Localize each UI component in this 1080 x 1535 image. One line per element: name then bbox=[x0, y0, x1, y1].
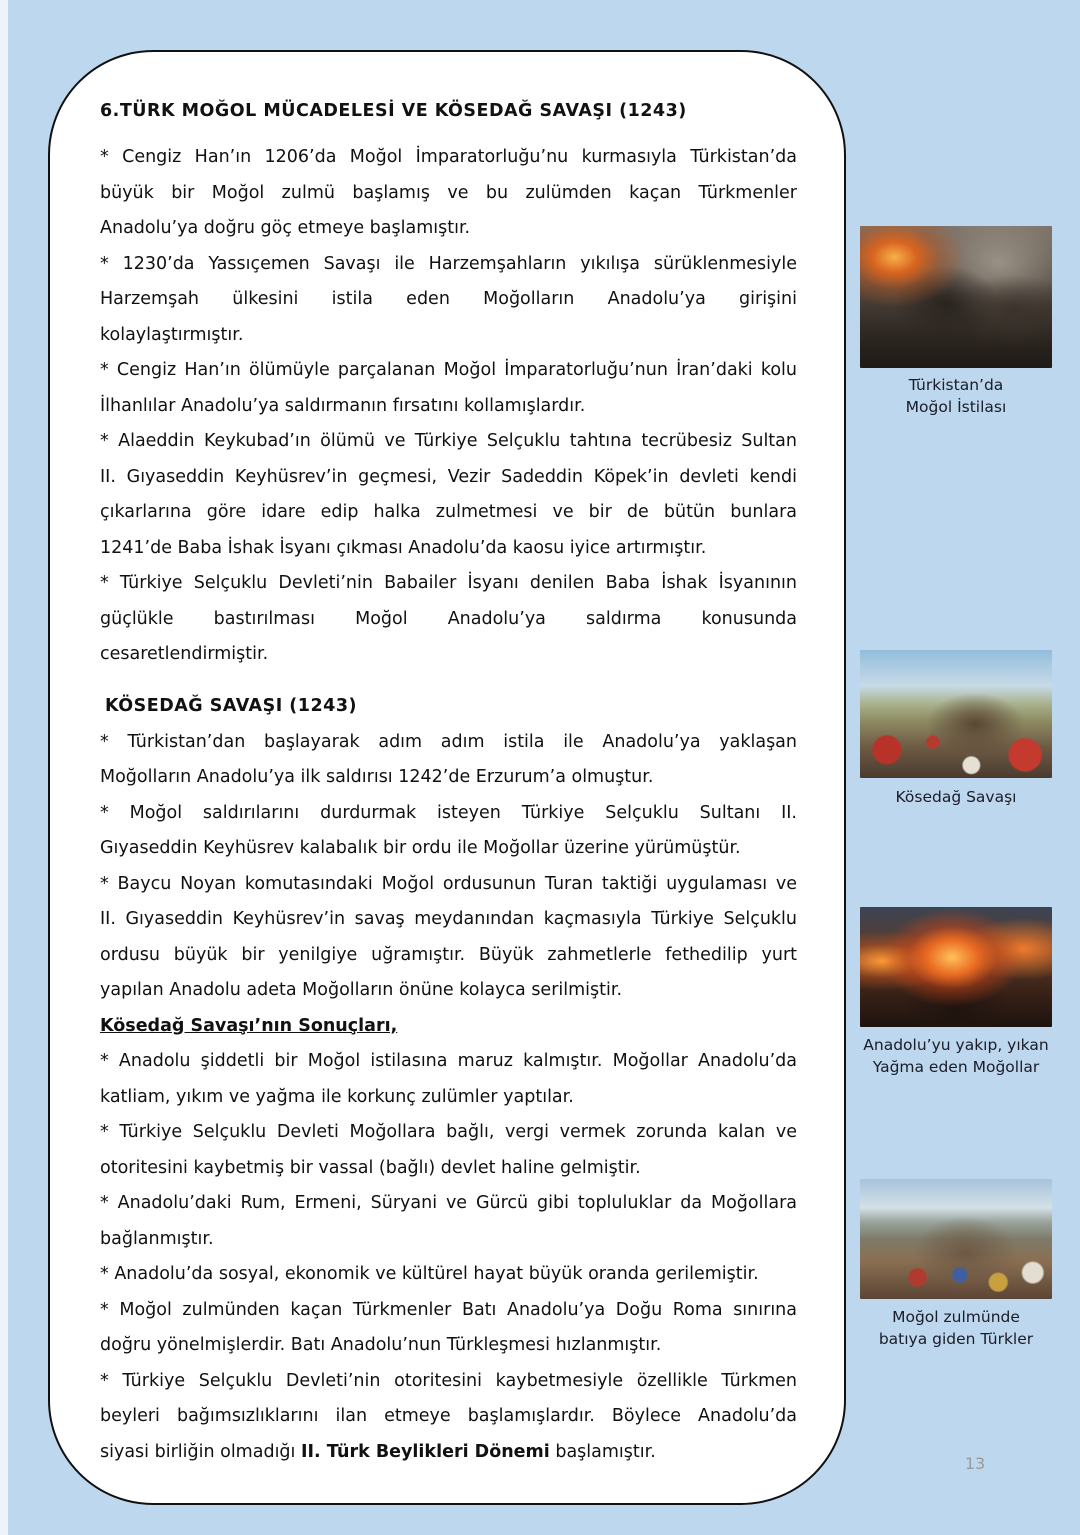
paragraph bbox=[100, 1257, 797, 1293]
text-line: * Anadolu şiddetli bir Moğol istilasına maruz kalmıştır. Moğollar Anadolu’da bbox=[100, 1051, 797, 1071]
text-line: * Moğol saldırılarını durdurmak isteyen Türkiye Selçuklu Sultanı II. bbox=[100, 802, 797, 823]
text-line bbox=[100, 1435, 797, 1471]
text-line: büyük bir Moğol zulmü başlamış ve bu zulümden kaçan Türkmenler bbox=[100, 182, 797, 203]
subsection-title: KÖSEDAĞ SAVAŞI (1243) bbox=[105, 696, 358, 716]
caption-line: Türkistan’da bbox=[908, 376, 1004, 394]
paragraph bbox=[100, 140, 797, 247]
text-line: çıkarlarına göre idare edip halka zulmetmesi ve bir de bütün bunlara bbox=[100, 502, 797, 522]
text-column bbox=[100, 94, 797, 1470]
paragraph bbox=[100, 1364, 797, 1471]
figure-mongol-invasion bbox=[860, 226, 1052, 416]
text-line: * Baycu Noyan komutasındaki Moğol ordusunun Turan taktiği uygulaması ve bbox=[100, 873, 797, 894]
text-line: II. Gıyaseddin Keyhüsrev’in savaş meydanından kaçmasıyla Türkiye Selçuklu bbox=[100, 909, 797, 929]
paragraph bbox=[100, 566, 797, 673]
mongol-invasion-image bbox=[860, 226, 1052, 368]
paragraph bbox=[100, 1115, 797, 1186]
paragraph bbox=[100, 1044, 797, 1115]
figure-kosedag-battle bbox=[860, 650, 1052, 806]
text-line: Anadolu’ya doğru göç etmeye başlamıştır. bbox=[100, 218, 471, 238]
text-line: kolaylaştırmıştır. bbox=[100, 324, 244, 345]
text-line: cesaretlendirmiştir. bbox=[100, 644, 269, 664]
caption-line: Moğol zulmünde bbox=[892, 1308, 1020, 1326]
text-segment: başlamıştır. bbox=[549, 1441, 656, 1462]
paragraph bbox=[100, 725, 797, 796]
burning-anatolia-image bbox=[860, 907, 1052, 1027]
paragraph bbox=[100, 247, 797, 354]
text-line: doğru yönelmişlerdir. Batı Anadolu’nun Türkleşmesi hızlanmıştır. bbox=[100, 1335, 662, 1355]
text-segment: siyasi birliğin olmadığı bbox=[100, 1441, 301, 1462]
text-line: yapılan Anadolu adeta Moğolların önüne kolayca serilmiştir. bbox=[100, 980, 623, 1000]
caption-line: batıya giden Türkler bbox=[878, 1330, 1034, 1348]
text-line: * Türkistan’dan başlayarak adım adım istila ile Anadolu’ya yaklaşan bbox=[100, 731, 797, 752]
text-line: * Türkiye Selçuklu Devleti’nin otoritesini kaybetmesiyle özellikle Türkmen bbox=[100, 1370, 797, 1391]
paragraph bbox=[100, 867, 797, 1009]
paragraph bbox=[100, 796, 797, 867]
paragraph bbox=[100, 1293, 797, 1364]
kosedag-battle-image bbox=[860, 650, 1052, 778]
text-line: * Moğol zulmünden kaçan Türkmenler Batı Anadolu’ya Doğu Roma sınırına bbox=[100, 1299, 797, 1320]
text-line: * Anadolu’da sosyal, ekonomik ve kültürel hayat büyük oranda gerilemiştir. bbox=[100, 1264, 759, 1284]
text-line: * Alaeddin Keykubad’ın ölümü ve Türkiye Selçuklu tahtına tecrübesiz Sultan bbox=[100, 431, 797, 451]
page-number: 13 bbox=[964, 1454, 986, 1473]
text-line: * Cengiz Han’ın ölümüyle parçalanan Moğol İmparatorluğu’nun İran’daki kolu bbox=[100, 360, 797, 380]
text-line: * 1230’da Yassıçemen Savaşı ile Harzemşahların yıkılışa sürüklenmesiyle bbox=[100, 253, 797, 274]
figure-caption bbox=[851, 1034, 1061, 1078]
caption-line: Anadolu’yu yakıp, yıkan bbox=[863, 1036, 1049, 1054]
results-heading: Kösedağ Savaşı’nın Sonuçları, bbox=[100, 1015, 398, 1036]
text-line: güçlükle bastırılması Moğol Anadolu’ya saldırma konusunda bbox=[100, 608, 797, 629]
text-line: * Türkiye Selçuklu Devleti’nin Babailer İsyanı denilen Baba İshak İsyanının bbox=[100, 573, 797, 593]
section-title: 6.TÜRK MOĞOL MÜCADELESİ VE KÖSEDAĞ SAVAŞI (1243) bbox=[100, 101, 687, 121]
page-edge bbox=[0, 0, 8, 1535]
westward-migration-image bbox=[860, 1179, 1052, 1299]
text-line: İlhanlılar Anadolu’ya saldırmanın fırsatını kollamışlardır. bbox=[100, 395, 586, 416]
text-line: otoritesini kaybetmiş bir vassal (bağlı) devlet haline gelmiştir. bbox=[100, 1157, 641, 1178]
figure-caption bbox=[851, 786, 1061, 808]
paragraph bbox=[100, 1186, 797, 1257]
text-line: Harzemşah ülkesini istila eden Moğolların Anadolu’ya girişini bbox=[100, 289, 797, 309]
text-line: beyleri bağımsızlıklarını ilan etmeye başlamışlardır. Böylece Anadolu’da bbox=[100, 1406, 797, 1426]
text-line: katliam, yıkım ve yağma ile korkunç zulümler yaptılar. bbox=[100, 1086, 574, 1107]
bold-term: II. Türk Beylikleri Dönemi bbox=[300, 1441, 550, 1462]
text-line: * Türkiye Selçuklu Devleti Moğollara bağlı, vergi vermek zorunda kalan ve bbox=[100, 1122, 797, 1142]
paragraph bbox=[100, 353, 797, 424]
caption-line: Kösedağ Savaşı bbox=[895, 788, 1017, 806]
text-line: * Anadolu’daki Rum, Ermeni, Süryani ve Gürcü gibi topluluklar da Moğollara bbox=[100, 1193, 797, 1213]
text-line: ordusu büyük bir yenilgiye uğramıştır. Büyük zahmetlerle fethedilip yurt bbox=[100, 944, 797, 965]
paragraph bbox=[100, 424, 797, 566]
text-line: Moğolların Anadolu’ya ilk saldırısı 1242’de Erzurum’a olmuştur. bbox=[100, 767, 654, 787]
figure-burning-anatolia bbox=[860, 907, 1052, 1076]
text-line: Gıyaseddin Keyhüsrev kalabalık bir ordu ile Moğollar üzerine yürümüştür. bbox=[100, 838, 741, 858]
figure-westward-migration bbox=[860, 1179, 1052, 1348]
figure-caption bbox=[851, 1306, 1061, 1350]
caption-line: Yağma eden Moğollar bbox=[872, 1058, 1040, 1076]
text-line: * Cengiz Han’ın 1206’da Moğol İmparatorluğu’nu kurmasıyla Türkistan’da bbox=[100, 147, 797, 167]
caption-line: Moğol İstilası bbox=[905, 398, 1007, 416]
text-line: bağlanmıştır. bbox=[100, 1228, 214, 1249]
text-line: 1241’de Baba İshak İsyanı çıkması Anadolu’da kaosu iyice artırmıştır. bbox=[100, 537, 707, 558]
figure-caption bbox=[851, 374, 1061, 418]
text-line: II. Gıyaseddin Keyhüsrev’in geçmesi, Vezir Sadeddin Köpek’in devleti kendi bbox=[100, 466, 797, 487]
